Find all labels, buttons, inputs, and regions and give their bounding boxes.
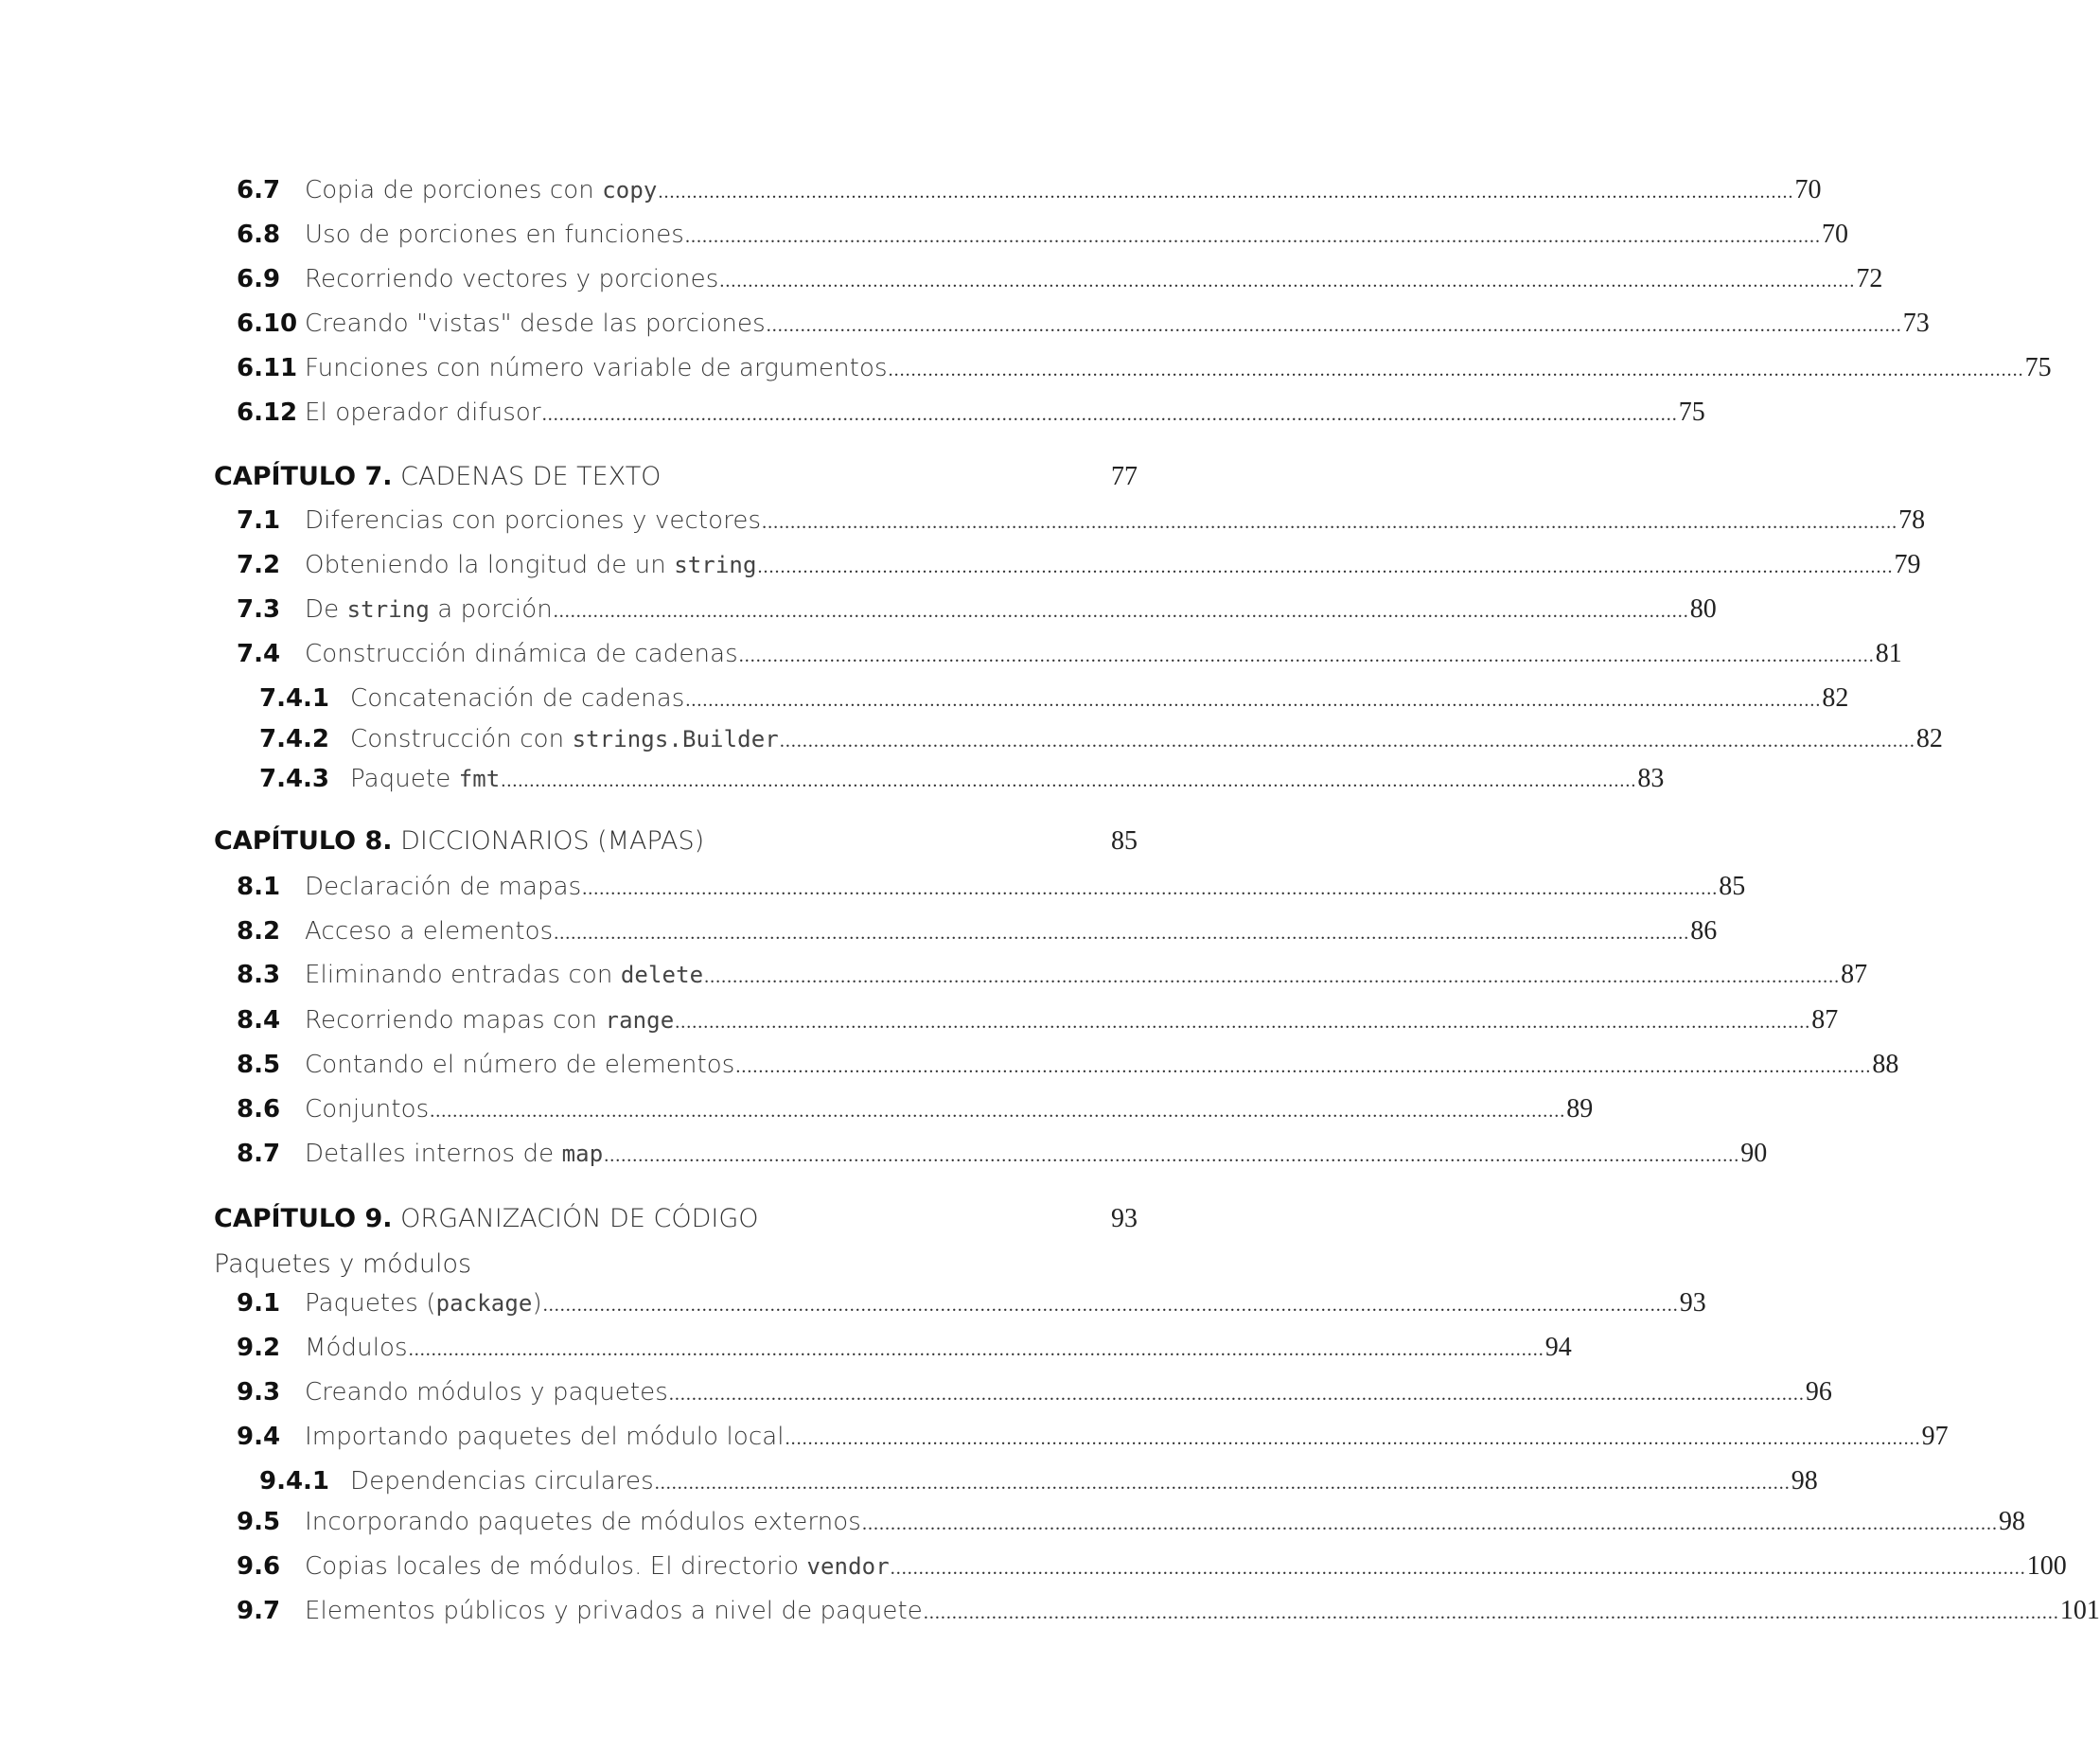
- chapter-title: ORGANIZACIÓN DE CÓDIGO: [400, 1204, 759, 1233]
- section-title: [305, 305, 766, 343]
- section-number: 6.10: [237, 310, 298, 338]
- page-number: 87: [1811, 1005, 1839, 1035]
- toc-entry-line[interactable]: [305, 635, 1902, 675]
- toc-entry[interactable]: [0, 760, 1665, 798]
- chapter-subtitle: Paquetes y módulos: [214, 1249, 472, 1279]
- section-number: 8.2: [237, 917, 281, 946]
- page-number: 94: [1544, 1333, 1572, 1362]
- toc-entry-line[interactable]: [305, 305, 1930, 345]
- chapter-heading[interactable]: [214, 456, 1138, 498]
- page-number: 88: [1872, 1050, 1899, 1079]
- dot-leader: ........................................................................................................................................................................................................: [757, 557, 1894, 577]
- toc-entry-line[interactable]: [305, 216, 1848, 256]
- dot-leader: ........................................................................................................................................................................................................: [684, 226, 1821, 247]
- toc-entry-line[interactable]: [305, 502, 1926, 541]
- section-title-text: Construcción con: [350, 725, 573, 753]
- chapter-heading-text: [214, 456, 661, 498]
- page-number: 70: [1821, 220, 1848, 249]
- chapter-label: CAPÍTULO 8.: [214, 826, 393, 856]
- chapter-heading[interactable]: [214, 821, 1138, 862]
- page-number: 70: [1794, 175, 1822, 204]
- section-title-text: Detalles internos de: [305, 1140, 562, 1168]
- dot-leader: ........................................................................................................................................................................................................: [554, 923, 1690, 944]
- dot-leader: ........................................................................................................................................................................................................: [766, 315, 1902, 336]
- section-title: [350, 720, 779, 758]
- toc-entry[interactable]: [0, 305, 1930, 343]
- section-title: [305, 1548, 890, 1585]
- section-title-text: Funciones con número variable de argumentos: [305, 354, 888, 382]
- toc-entry[interactable]: [0, 1329, 1572, 1367]
- section-title-text: Recorriendo vectores y porciones: [305, 265, 719, 293]
- toc-entry[interactable]: [0, 868, 1746, 906]
- toc-entry[interactable]: [0, 1090, 1594, 1128]
- page-number: 72: [1856, 264, 1883, 293]
- section-number: 7.4.3: [259, 765, 330, 793]
- section-title: [305, 216, 684, 254]
- dot-leader: ........................................................................................................................................................................................................: [719, 271, 1856, 292]
- page-number: 82: [1822, 683, 1849, 713]
- toc-entry[interactable]: [0, 546, 1921, 584]
- section-number: 9.2: [237, 1334, 281, 1362]
- section-title-text: Diferencias con porciones y vectores: [305, 506, 762, 535]
- dot-leader: ........................................................................................................................................................................................................: [553, 601, 1689, 622]
- section-number: 9.3: [237, 1378, 281, 1407]
- dot-leader: ........................................................................................................................................................................................................: [501, 770, 1637, 791]
- page-number: 81: [1875, 639, 1902, 668]
- section-title: [305, 1135, 603, 1173]
- dot-leader: ........................................................................................................................................................................................................: [675, 1012, 1811, 1033]
- toc-entry-line[interactable]: [305, 1135, 1768, 1175]
- page-number: 98: [1791, 1466, 1818, 1495]
- section-title-text: Uso de porciones en funciones: [305, 221, 684, 249]
- section-title: [305, 1329, 408, 1367]
- section-number: 6.11: [237, 354, 298, 382]
- section-title-text: Eliminando entradas con: [305, 961, 621, 989]
- toc-entry[interactable]: [0, 720, 1943, 758]
- code-keyword: package: [435, 1290, 533, 1317]
- toc-entry[interactable]: [0, 1418, 1949, 1456]
- code-keyword: string: [674, 552, 757, 578]
- dot-leader: ........................................................................................................................................................................................................: [604, 1145, 1740, 1166]
- page-number: 89: [1566, 1094, 1594, 1124]
- section-title-text: El operador difusor: [305, 398, 541, 427]
- section-title-text: Paquete: [350, 765, 459, 793]
- code-keyword: strings.Builder: [572, 726, 779, 752]
- section-number: 8.5: [237, 1051, 281, 1079]
- section-title: [305, 546, 757, 584]
- section-number: 7.4.1: [259, 684, 330, 713]
- section-title-text: Copia de porciones con: [305, 176, 603, 204]
- dot-leader: ........................................................................................................................................................................................................: [888, 360, 2024, 380]
- section-title: [305, 1592, 923, 1630]
- page-number: 85: [1719, 872, 1746, 901]
- code-keyword: string: [346, 596, 430, 623]
- section-title-text: Importando paquetes del módulo local: [305, 1423, 785, 1451]
- page-number: 97: [1921, 1422, 1949, 1451]
- toc-entry-line[interactable]: [305, 260, 1883, 300]
- chapter-heading-text: [214, 821, 704, 862]
- toc-entry-line[interactable]: [305, 956, 1868, 996]
- dot-leader: ........................................................................................................................................................................................................: [762, 512, 1898, 533]
- toc-entry-line[interactable]: [305, 1046, 1899, 1086]
- section-title: [305, 260, 718, 298]
- page-number: 79: [1894, 550, 1921, 579]
- chapter-label: CAPÍTULO 7.: [214, 462, 393, 491]
- page-number: 90: [1740, 1139, 1768, 1168]
- toc-entry[interactable]: [0, 956, 1868, 994]
- toc-entry[interactable]: [0, 591, 1717, 628]
- chapter-title: DICCIONARIOS (MAPAS): [400, 826, 705, 856]
- toc-entry-line[interactable]: [305, 1503, 2025, 1543]
- chapter-title: CADENAS DE TEXTO: [400, 462, 662, 491]
- toc-entry-line[interactable]: [305, 1329, 1572, 1369]
- toc-entry-line[interactable]: [305, 591, 1717, 630]
- section-title: [305, 1090, 429, 1128]
- section-number: 8.7: [237, 1140, 281, 1168]
- code-keyword: delete: [620, 962, 704, 988]
- toc-entry[interactable]: [0, 502, 1926, 540]
- code-keyword: copy: [602, 177, 658, 204]
- section-title: [305, 1373, 668, 1411]
- section-title: [305, 868, 581, 906]
- toc-entry-line[interactable]: [305, 1284, 1706, 1324]
- dot-leader: ........................................................................................................................................................................................................: [735, 1056, 1872, 1077]
- chapter-heading-text: [214, 1198, 759, 1240]
- section-title-text: Acceso a elementos: [305, 917, 554, 946]
- section-number: 9.1: [237, 1289, 281, 1318]
- page-number: 98: [1998, 1507, 2025, 1536]
- toc-entry[interactable]: [0, 1135, 1768, 1173]
- section-title: [350, 1462, 654, 1500]
- section-title-text: Incorporando paquetes de módulos externos: [305, 1508, 861, 1536]
- page-number: 85: [1111, 826, 1138, 856]
- section-number: 7.2: [237, 551, 281, 579]
- dot-leader: ........................................................................................................................................................................................................: [658, 182, 1794, 203]
- page-number: 77: [1111, 462, 1138, 491]
- section-title: [305, 349, 888, 387]
- page-number: 100: [2026, 1551, 2067, 1581]
- section-title-text: Recorriendo mapas con: [305, 1006, 606, 1035]
- toc-entry[interactable]: [0, 1503, 2025, 1541]
- section-title-suffix: ): [532, 1289, 542, 1318]
- section-title-text: De: [305, 595, 347, 624]
- section-number: 8.1: [237, 873, 281, 901]
- section-number: 7.4: [237, 640, 281, 668]
- section-number: 6.7: [237, 176, 281, 204]
- page-number: 78: [1898, 505, 1926, 535]
- dot-leader: ........................................................................................................................................................................................................: [785, 1428, 1921, 1449]
- toc-entry[interactable]: [0, 260, 1883, 298]
- section-title: [305, 591, 553, 628]
- section-number: 6.8: [237, 221, 281, 249]
- section-number: 6.9: [237, 265, 281, 293]
- section-title-text: Copias locales de módulos. El directorio: [305, 1552, 807, 1581]
- section-title-text: Creando "vistas" desde las porciones: [305, 310, 766, 338]
- page-number: 87: [1841, 960, 1868, 989]
- section-title-suffix: a porción: [429, 595, 553, 624]
- section-title-text: Módulos: [305, 1334, 408, 1362]
- section-title: [305, 1046, 734, 1084]
- toc-entry[interactable]: [0, 635, 1902, 673]
- dot-leader: ........................................................................................................................................................................................................: [923, 1602, 2059, 1623]
- dot-leader: ........................................................................................................................................................................................................: [541, 404, 1678, 425]
- dot-leader: ........................................................................................................................................................................................................: [668, 1384, 1805, 1405]
- toc-entry[interactable]: [0, 394, 1705, 432]
- section-number: 7.4.2: [259, 725, 330, 753]
- section-number: 6.12: [237, 398, 298, 427]
- toc-entry-line[interactable]: [305, 1001, 1839, 1041]
- section-title-text: Construcción dinámica de cadenas: [305, 640, 738, 668]
- section-title-text: Declaración de mapas: [305, 873, 582, 901]
- dot-leader: ........................................................................................................................................................................................................: [654, 1473, 1791, 1494]
- toc-entry[interactable]: [0, 349, 2052, 387]
- toc-entry[interactable]: [0, 1046, 1899, 1084]
- section-number: 9.7: [237, 1597, 281, 1625]
- chapter-label: CAPÍTULO 9.: [214, 1204, 393, 1233]
- page-number: 93: [1679, 1288, 1706, 1318]
- toc-entry[interactable]: [0, 1001, 1839, 1039]
- page-number: 73: [1902, 309, 1930, 338]
- toc-entry-line[interactable]: [305, 1548, 2067, 1587]
- dot-leader: ........................................................................................................................................................................................................: [704, 966, 1841, 987]
- dot-leader: ........................................................................................................................................................................................................: [685, 690, 1822, 711]
- page-number: 93: [1111, 1204, 1138, 1233]
- section-title-text: Creando módulos y paquetes: [305, 1378, 668, 1407]
- dot-leader: ........................................................................................................................................................................................................: [861, 1513, 1998, 1534]
- toc-entry-line[interactable]: [350, 680, 1849, 719]
- section-title: [305, 1001, 674, 1039]
- toc-entry-line[interactable]: [305, 171, 1822, 211]
- code-keyword: map: [561, 1141, 604, 1167]
- dot-leader: ........................................................................................................................................................................................................: [542, 1295, 1679, 1316]
- dot-leader: ........................................................................................................................................................................................................: [408, 1339, 1544, 1360]
- toc-entry[interactable]: [0, 171, 1822, 209]
- section-title: [305, 912, 553, 950]
- page-number: 101: [2059, 1596, 2100, 1625]
- toc-entry-line[interactable]: [305, 1373, 1832, 1413]
- code-keyword: fmt: [458, 766, 501, 792]
- section-number: 9.4: [237, 1423, 281, 1451]
- page-number: 96: [1805, 1377, 1832, 1407]
- section-title-text: Concatenación de cadenas: [350, 684, 685, 713]
- toc-entry[interactable]: [0, 680, 1849, 717]
- toc-entry-line[interactable]: [305, 394, 1705, 434]
- section-title-text: Conjuntos: [305, 1095, 430, 1124]
- toc-entry-line[interactable]: [305, 912, 1718, 952]
- toc-entry-line[interactable]: [305, 349, 2052, 389]
- toc-entry[interactable]: [0, 1284, 1706, 1322]
- toc-entry[interactable]: [0, 1548, 2067, 1585]
- code-keyword: range: [605, 1007, 675, 1034]
- toc-entry-line[interactable]: [350, 760, 1665, 800]
- section-title: [350, 680, 684, 717]
- toc-entry-line[interactable]: [305, 1592, 2100, 1632]
- toc-entry[interactable]: [0, 1373, 1832, 1411]
- section-number: 7.1: [237, 506, 281, 535]
- section-number: 7.3: [237, 595, 281, 624]
- dot-leader: ........................................................................................................................................................................................................: [430, 1101, 1566, 1122]
- section-title-text: Contando el número de elementos: [305, 1051, 735, 1079]
- section-number: 8.6: [237, 1095, 281, 1124]
- section-number: 9.6: [237, 1552, 281, 1581]
- page-number: 83: [1637, 764, 1665, 793]
- section-title-text: Obteniendo la longitud de un: [305, 551, 675, 579]
- section-title: [305, 635, 738, 673]
- section-title-text: Dependencias circulares: [350, 1467, 654, 1495]
- section-title: [305, 956, 703, 994]
- page-number: 86: [1690, 916, 1718, 946]
- dot-leader: ........................................................................................................................................................................................................: [890, 1558, 2026, 1579]
- toc-entry-line[interactable]: [305, 868, 1746, 908]
- section-title: [305, 394, 541, 432]
- section-number: 8.3: [237, 961, 281, 989]
- section-title: [305, 171, 657, 209]
- section-number: 9.5: [237, 1508, 281, 1536]
- toc-entry[interactable]: [0, 216, 1848, 254]
- section-title: [305, 1503, 861, 1541]
- section-title: [305, 1418, 785, 1456]
- dot-leader: ........................................................................................................................................................................................................: [582, 878, 1719, 899]
- section-title: [305, 502, 761, 540]
- toc-entry[interactable]: [0, 912, 1718, 950]
- section-title: [305, 1284, 542, 1322]
- chapter-heading[interactable]: [214, 1198, 1138, 1240]
- toc-entry-line[interactable]: [350, 1462, 1818, 1502]
- section-number: 9.4.1: [259, 1467, 330, 1495]
- toc-entry[interactable]: [0, 1462, 1818, 1500]
- page-number: 75: [1678, 398, 1705, 427]
- toc-entry[interactable]: [0, 1592, 2100, 1630]
- page-number: 80: [1689, 594, 1717, 624]
- toc-entry-line[interactable]: [305, 1418, 1949, 1458]
- section-number: 8.4: [237, 1006, 281, 1035]
- page-number: 82: [1915, 724, 1943, 753]
- toc-entry-line[interactable]: [350, 720, 1943, 760]
- dot-leader: ........................................................................................................................................................................................................: [738, 646, 1875, 666]
- page-number: 75: [2024, 353, 2052, 382]
- toc-entry-line[interactable]: [305, 546, 1921, 586]
- section-title-text: Paquetes (: [305, 1289, 436, 1318]
- section-title-text: Elementos públicos y privados a nivel de paquete: [305, 1597, 923, 1625]
- toc-entry-line[interactable]: [305, 1090, 1594, 1130]
- section-title: [350, 760, 500, 798]
- dot-leader: ........................................................................................................................................................................................................: [779, 731, 1915, 752]
- code-keyword: vendor: [806, 1553, 890, 1580]
